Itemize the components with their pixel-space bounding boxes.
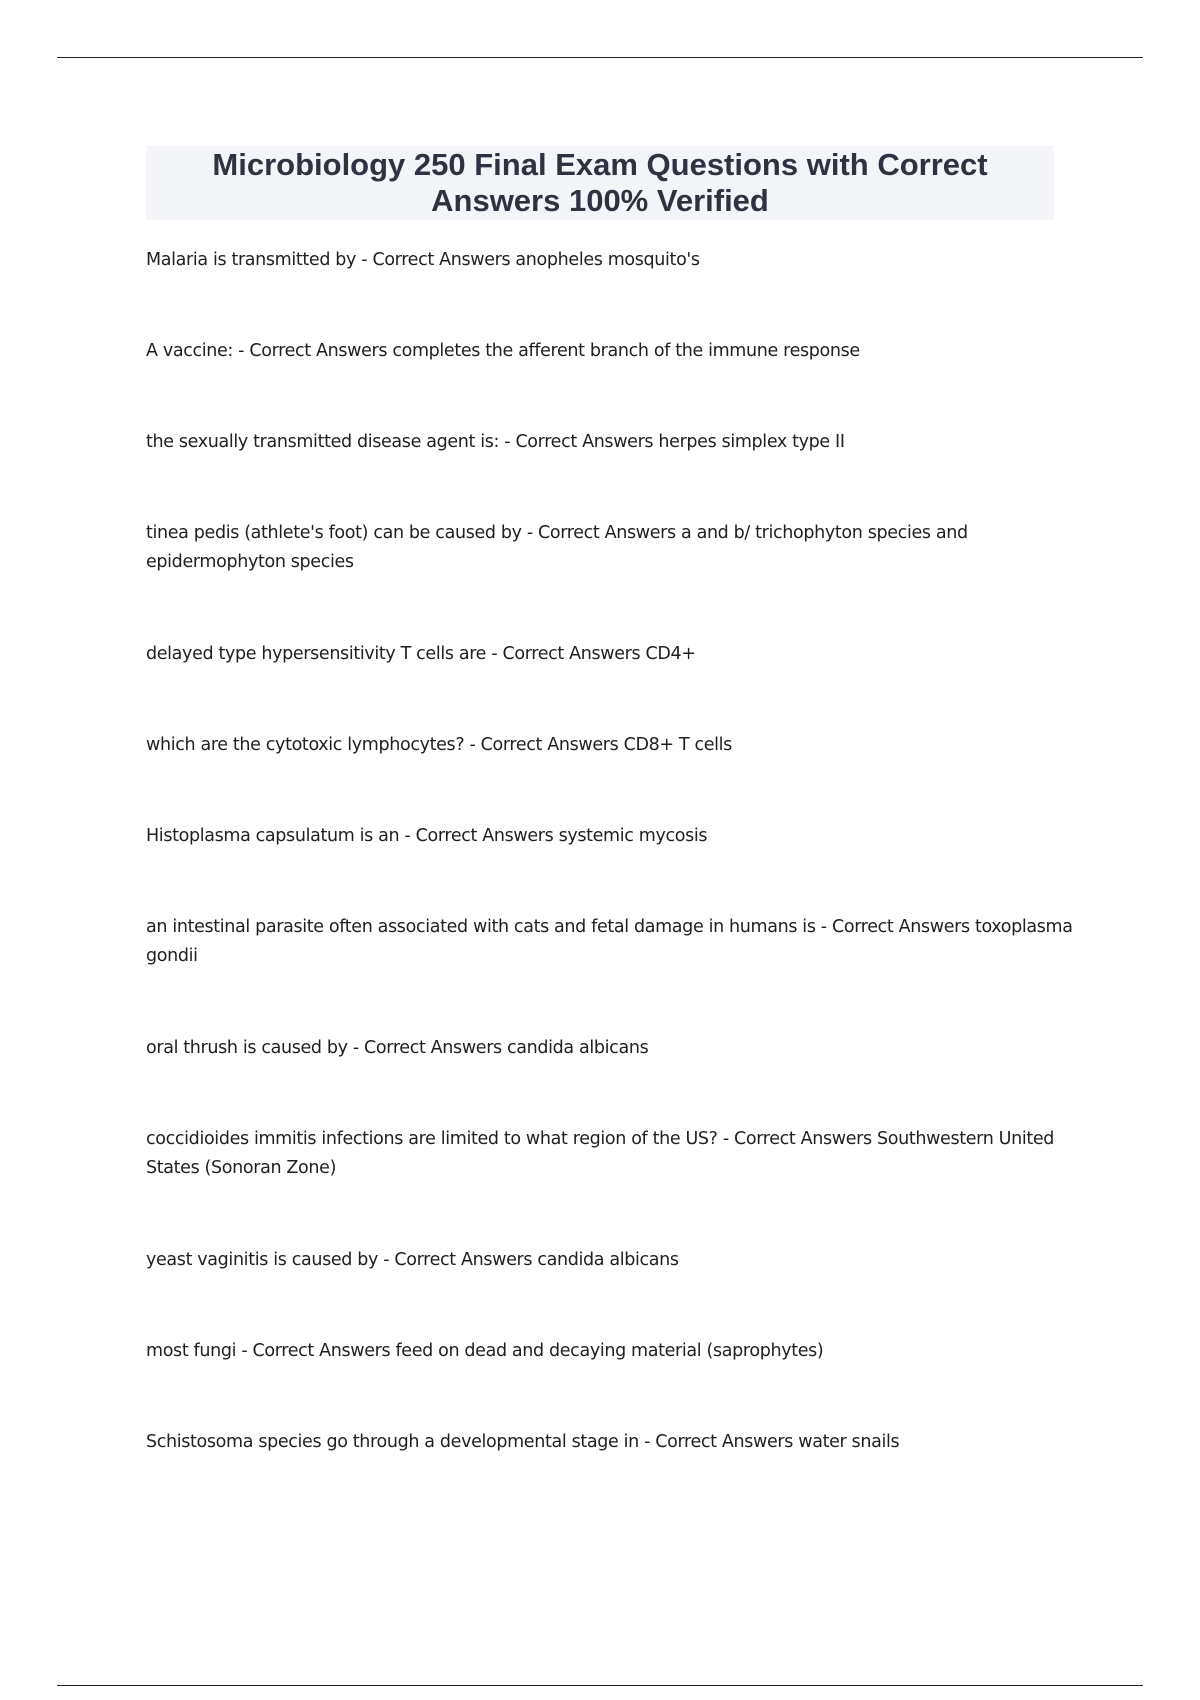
title-banner (146, 146, 1054, 220)
qa-item: Schistosoma species go through a developmental stage in - Correct Answers water snails (146, 1432, 900, 1452)
qa-item: the sexually transmitted disease agent is: - Correct Answers herpes simplex type II (146, 432, 845, 452)
qa-item: A vaccine: - Correct Answers completes the afferent branch of the immune response (146, 341, 860, 361)
qa-item: oral thrush is caused by - Correct Answers candida albicans (146, 1038, 649, 1058)
qa-item: most fungi - Correct Answers feed on dead and decaying material (saprophytes) (146, 1341, 824, 1361)
top-rule (57, 57, 1143, 58)
qa-item: coccidioides immitis infections are limited to what region of the US? - Correct Answers Southwestern United States (Sonoran Zone) (146, 1129, 1055, 1178)
qa-item: Malaria is transmitted by - Correct Answers anopheles mosquito's (146, 250, 700, 270)
qa-item: tinea pedis (athlete's foot) can be caused by - Correct Answers a and b/ trichophyton species and epidermophyton species (146, 523, 968, 572)
qa-item: an intestinal parasite often associated with cats and fetal damage in humans is - Correct Answers toxoplasma gondii (146, 917, 1073, 966)
qa-item: yeast vaginitis is caused by - Correct Answers candida albicans (146, 1250, 679, 1270)
document-title: Microbiology 250 Final Exam Questions with Correct Answers 100% Verified (212, 147, 988, 218)
qa-item: delayed type hypersensitivity T cells are - Correct Answers CD4+ (146, 644, 696, 664)
bottom-rule (57, 1685, 1143, 1686)
qa-item: Histoplasma capsulatum is an - Correct Answers systemic mycosis (146, 826, 708, 846)
qa-item: which are the cytotoxic lymphocytes? - Correct Answers CD8+ T cells (146, 735, 732, 755)
